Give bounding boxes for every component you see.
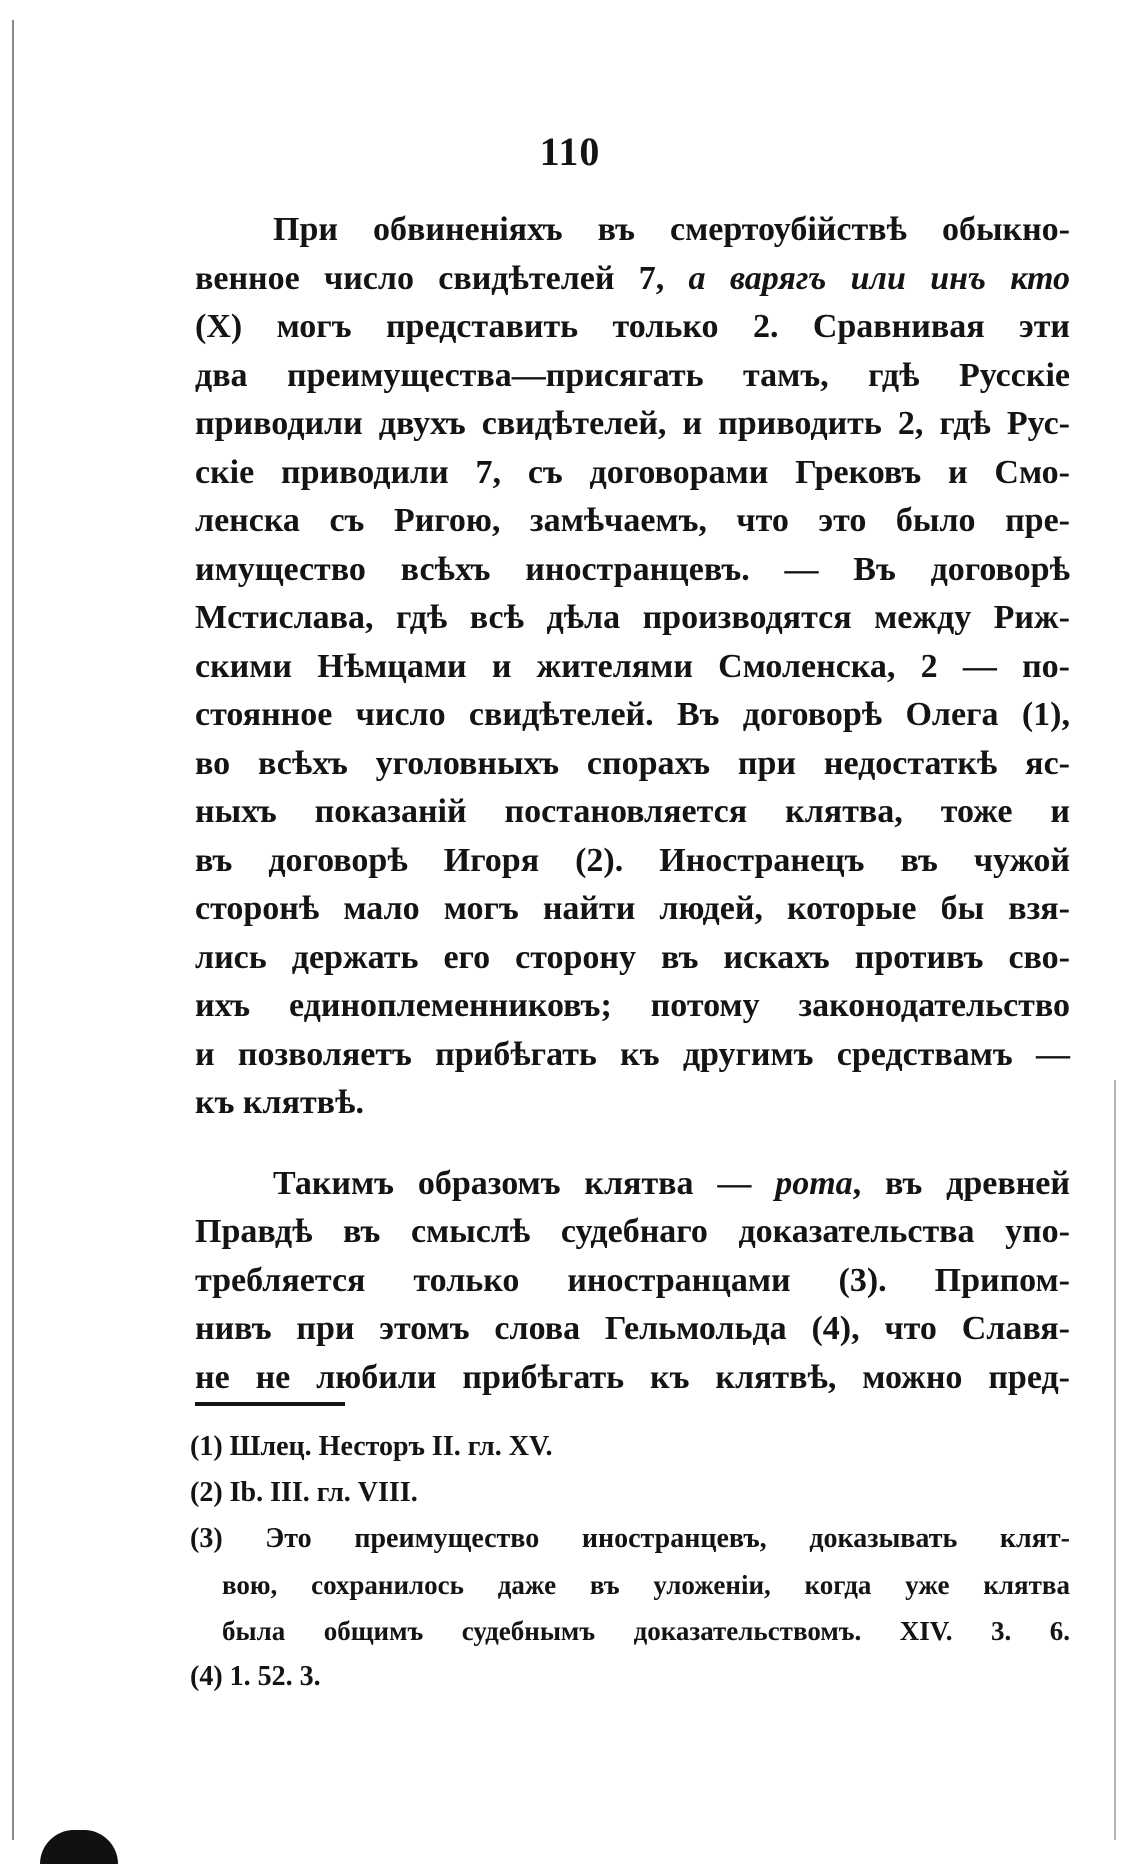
- footnotes: [190, 1424, 1070, 1700]
- text-line: сторонѣ мало могъ найти людей, которые бы взя-: [195, 890, 1070, 927]
- text-line: ныхъ показаній постановляется клятва, тоже и: [195, 793, 1070, 830]
- text-line: [195, 1160, 1070, 1209]
- text-line: лись держать его сторону въ искахъ противъ сво-: [195, 938, 1070, 976]
- text-line: скими Нѣмцами и жителями Смоленска, 2 — по-: [195, 647, 1070, 685]
- text-line: При обвиненіяхъ въ смертоубійствѣ обыкно-: [273, 211, 1070, 248]
- ink-blot: [40, 1830, 118, 1864]
- body-text: [195, 206, 1070, 1402]
- text-line: стоянное число свидѣтелей. Въ договорѣ Олега (1),: [195, 696, 1070, 733]
- italic-word: рота: [775, 1164, 853, 1202]
- text-line: во всѣхъ уголовныхъ спорахъ при недостаткѣ яс-: [195, 744, 1070, 782]
- text-line: (X) могъ представить только 2. Сравнивая эти: [195, 308, 1070, 345]
- footnote-line: была общимъ судебнымъ доказательствомъ. XIV. 3. 6.: [222, 1616, 1070, 1646]
- scan-edge-right: [1114, 1080, 1116, 1840]
- text-line: требляется только иностранцами (3). Припом-: [195, 1261, 1070, 1299]
- text-line: Мстислава, гдѣ всѣ дѣла производятся между Риж-: [195, 599, 1070, 636]
- text-line: [195, 255, 1070, 304]
- paragraph-1: [195, 206, 1070, 1128]
- text-span: , въ древней: [852, 1164, 1070, 1202]
- page-number: 110: [539, 129, 601, 174]
- paragraph-2: [195, 1160, 1070, 1403]
- text-line: къ клятвѣ.: [195, 1084, 364, 1121]
- text-line: въ договорѣ Игоря (2). Иностранецъ въ чужой: [195, 841, 1070, 879]
- text-line: не не любили прибѣгать къ клятвѣ, можно пред-: [195, 1358, 1070, 1396]
- footnote-2: (2) Ib. III. гл. VIII.: [190, 1477, 418, 1508]
- text-line: ленска съ Ригою, замѣчаемъ, что это было пре-: [195, 502, 1070, 539]
- text-span: венное число свидѣтелей 7,: [195, 259, 689, 297]
- text-line: и позволяетъ прибѣгать къ другимъ средствамъ —: [195, 1035, 1070, 1073]
- text-line: имущество всѣхъ иностранцевъ. — Въ договорѣ: [195, 550, 1070, 588]
- footnote-line: вою, сохранилось даже въ уложеніи, когда уже клятва: [222, 1570, 1070, 1600]
- text-line: ихъ единоплеменниковъ; потому законодательство: [195, 987, 1070, 1024]
- footnote-separator: [195, 1402, 345, 1406]
- text-line: Правдѣ въ смыслѣ судебнаго доказательства упо-: [195, 1213, 1070, 1250]
- text-span: Такимъ образомъ клятва —: [273, 1164, 776, 1202]
- text-line: скіе приводили 7, съ договорами Грековъ и Смо-: [195, 453, 1070, 491]
- scan-edge-left: [12, 20, 14, 1840]
- footnote-line: (3) Это преимущество иностранцевъ, доказывать клят-: [190, 1523, 1070, 1554]
- footnote-1: (1) Шлец. Несторъ II. гл. XV.: [190, 1431, 553, 1462]
- text-line: нивъ при этомъ слова Гельмольда (4), что Славя-: [195, 1310, 1070, 1347]
- text-line: два преимущества—присягать тамъ, гдѣ Русскіе: [195, 356, 1070, 394]
- italic-phrase: а варягъ или инъ кто: [688, 259, 1070, 297]
- footnote-4: (4) 1. 52. 3.: [190, 1661, 321, 1692]
- footnote-3: [190, 1516, 1070, 1654]
- text-line: приводили двухъ свидѣтелей, и приводить 2, гдѣ Рус-: [195, 405, 1070, 442]
